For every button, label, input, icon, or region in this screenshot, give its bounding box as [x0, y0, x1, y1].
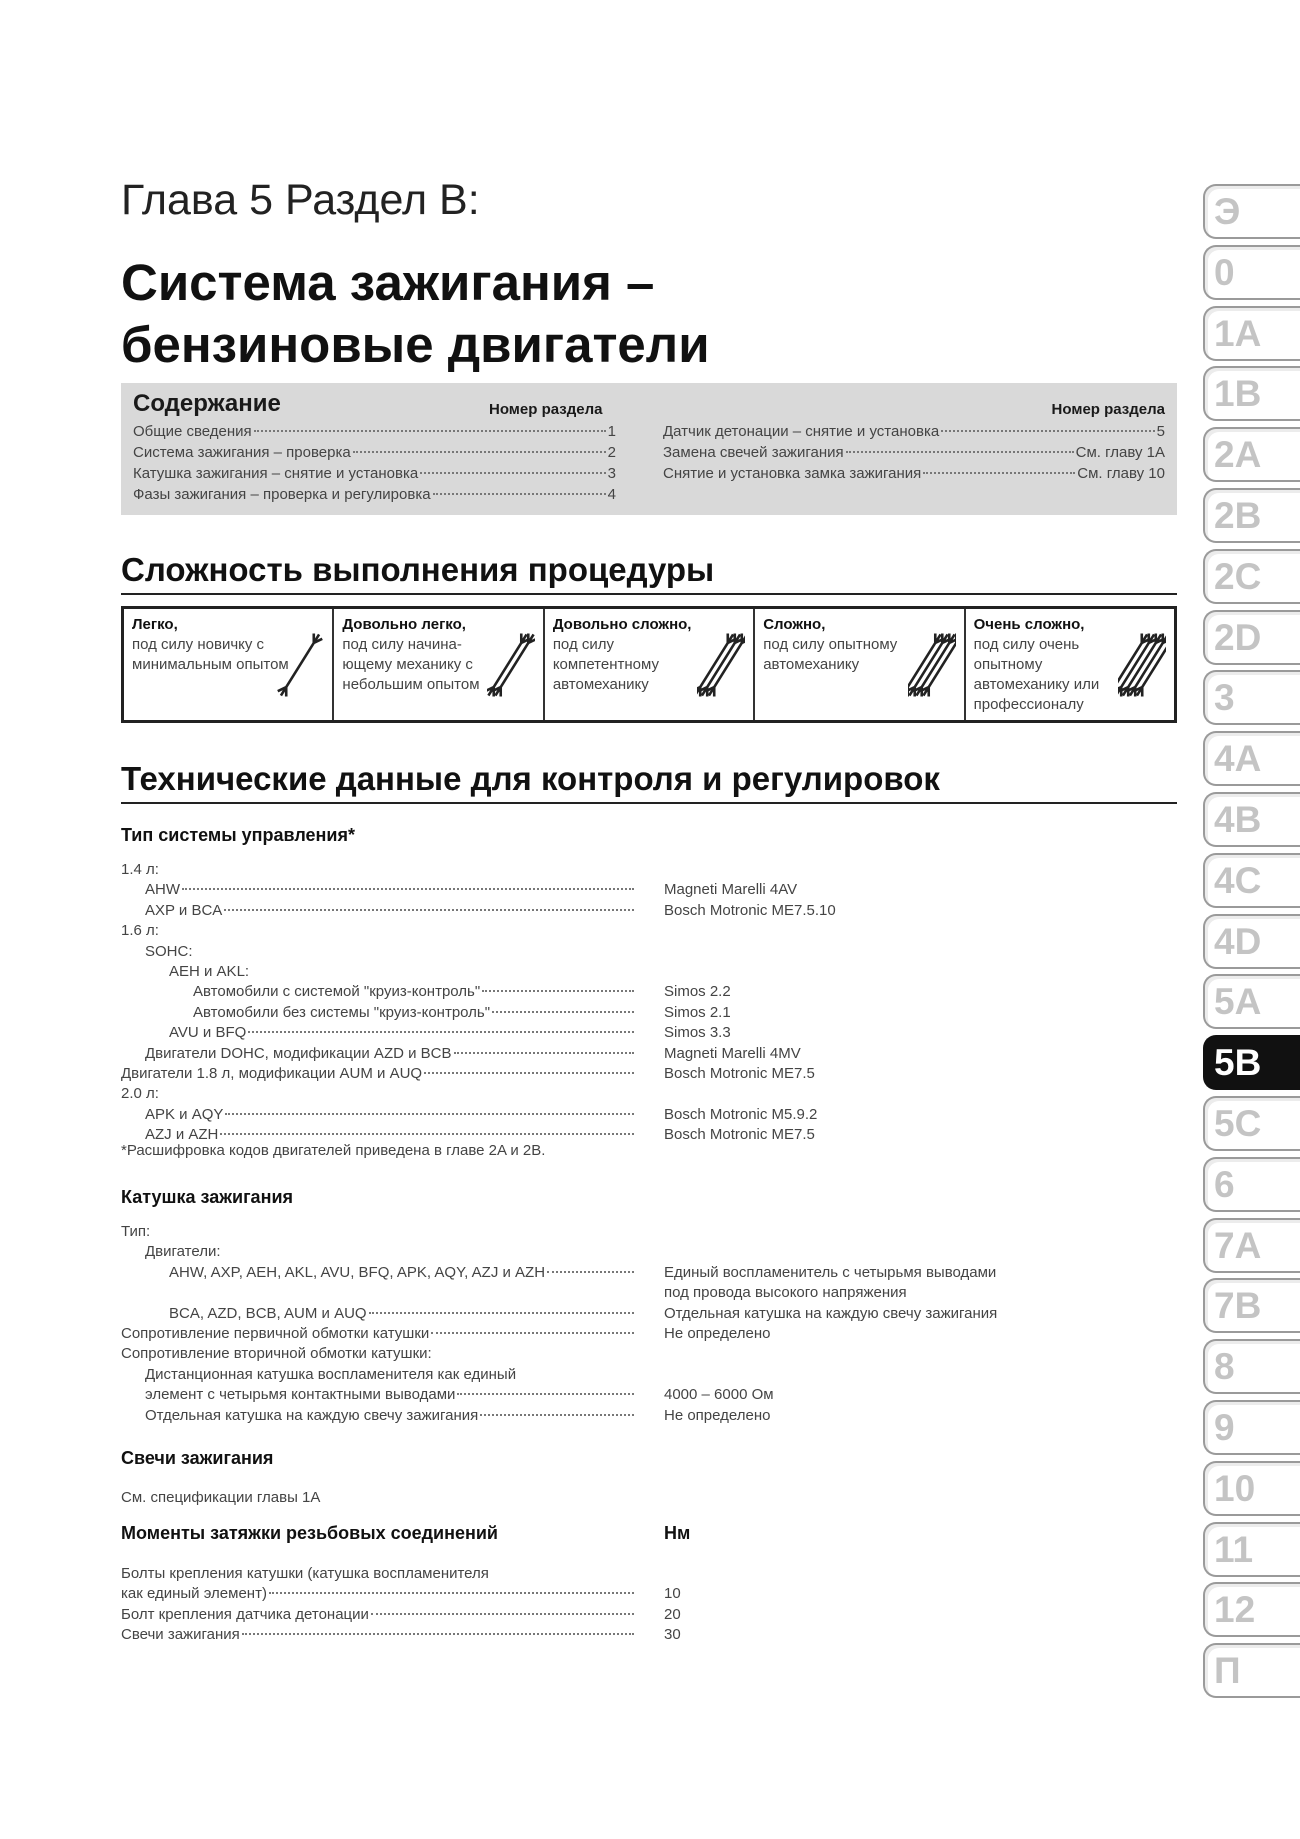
spec-row: [121, 1606, 636, 1626]
spec-value: Bosch Motronic ME7.5: [664, 1065, 815, 1082]
wrench-rating-icon: [697, 623, 745, 707]
spec-value: Magneti Marelli 4MV: [664, 1044, 801, 1062]
spec-row: [121, 1626, 636, 1646]
chapter-heading: Глава 5 Раздел B:: [121, 176, 480, 224]
chapter-tab[interactable]: 1A: [1203, 306, 1300, 361]
spec-label: BCA, AZD, BCB, AUM и AUQ: [169, 1304, 367, 1322]
chapter-tab[interactable]: 7A: [1203, 1218, 1300, 1273]
spec-row: [145, 1407, 636, 1427]
spec-row: [121, 1325, 636, 1345]
spec-row: [121, 1223, 150, 1243]
wrench-icon: [277, 632, 324, 698]
spec-row: [145, 943, 193, 963]
spec-value: 20: [664, 1605, 681, 1623]
spec-label: 1.4 л:: [121, 861, 159, 878]
spec-value: под провода высокого напряжения: [664, 1284, 907, 1302]
spec-value: 10: [664, 1585, 681, 1603]
spec-label: Двигатели:: [145, 1243, 221, 1261]
contents-item-number: См. главу 1A: [1075, 444, 1165, 461]
spec-label: AHW: [145, 881, 180, 899]
spec-row: [145, 1106, 636, 1126]
spec-label: Двигатели 1.8 л, модификации AUM и AUQ: [121, 1065, 423, 1082]
chapter-tab[interactable]: П: [1203, 1643, 1300, 1698]
difficulty-level-desc: под силу новичку с минимальным опытом: [132, 636, 289, 673]
difficulty-text: [342, 615, 502, 695]
spec-label: AVU и BFQ: [169, 1024, 247, 1042]
spec-label: элемент с четырьмя контактными выводами: [145, 1386, 456, 1404]
chapter-tab[interactable]: 4C: [1203, 853, 1300, 908]
difficulty-level-desc: под силу очень опытному автомеханику или профессионалу: [973, 636, 1100, 713]
difficulty-level-title: Легко,: [132, 616, 178, 633]
spec-value: Magneti Marelli 4AV: [664, 881, 798, 899]
chapter-tab[interactable]: 7B: [1203, 1278, 1300, 1333]
spec-label: APK и AQY: [145, 1105, 224, 1123]
spec-label: Свечи зажигания: [121, 1626, 240, 1644]
difficulty-level: [753, 609, 963, 720]
spec-row: [193, 1004, 636, 1024]
spec-label: 1.6 л:: [121, 922, 159, 940]
dot-leader: [182, 888, 634, 890]
dot-leader: [547, 1271, 634, 1273]
contents-item-label: Фазы зажигания – проверка и регулировка: [133, 486, 431, 503]
spec-label: AHW, AXP, AEH, AKL, AVU, BFQ, APK, AQY, AZJ и AZH: [169, 1263, 546, 1281]
difficulty-level-title: Очень сложно,: [973, 616, 1085, 633]
spec-value: Единый воспламенитель с четырьмя выводами: [664, 1263, 997, 1281]
wrench-rating-icon: [908, 623, 956, 707]
difficulty-text: [132, 615, 292, 675]
dot-leader: [480, 1414, 634, 1416]
contents-item-label: Общие сведения: [133, 423, 252, 440]
dot-leader: [220, 1133, 634, 1135]
coil-heading: Катушка зажигания: [121, 1187, 294, 1207]
spec-label: AXP и BCA: [145, 901, 223, 919]
spec-row: [193, 983, 636, 1003]
spec-value: Bosch Motronic M5.9.2: [664, 1105, 818, 1123]
dot-leader: [353, 451, 606, 453]
chapter-tab[interactable]: Э: [1203, 184, 1300, 239]
dot-leader: [433, 493, 606, 495]
dot-leader: [923, 472, 1075, 474]
dot-leader: [424, 1072, 634, 1074]
spec-row: [169, 1024, 636, 1044]
page-title: [121, 252, 710, 376]
spec-label: Отдельная катушка на каждую свечу зажигания: [145, 1406, 479, 1424]
chapter-tab[interactable]: 2A: [1203, 427, 1300, 482]
chapter-tab[interactable]: 12: [1203, 1582, 1300, 1637]
spec-label: Сопротивление первичной обмотки катушки: [121, 1325, 430, 1342]
wrench-icon: [698, 632, 745, 698]
spec-value: Simos 2.2: [664, 983, 731, 1001]
chapter-tab[interactable]: 3: [1203, 670, 1300, 725]
chapter-tab[interactable]: 2D: [1203, 610, 1300, 665]
chapter-tab[interactable]: 8: [1203, 1339, 1300, 1394]
difficulty-text: [553, 615, 713, 695]
contents-item-left: [133, 486, 616, 507]
wrench-icon: [487, 632, 531, 698]
spec-label: Болты крепления катушки (катушка воспламенителя: [121, 1565, 489, 1582]
contents-item-right: [663, 465, 1165, 486]
spec-row: [121, 1085, 159, 1105]
difficulty-level: [332, 609, 542, 720]
spec-label: Тип:: [121, 1223, 151, 1240]
chapter-tab[interactable]: 9: [1203, 1400, 1300, 1455]
torque-heading: Моменты затяжки резьбовых соединений: [121, 1523, 498, 1543]
spec-label: Сопротивление вторичной обмотки катушки:: [121, 1345, 432, 1363]
spec-row: [145, 881, 636, 901]
contents-item-left: [133, 465, 616, 486]
spec-row: [121, 1065, 636, 1085]
contents-item-label: Замена свечей зажигания: [663, 444, 844, 461]
dot-leader: [225, 1113, 634, 1115]
spec-label: AEH и AKL:: [169, 963, 250, 980]
dot-leader: [431, 1332, 634, 1334]
difficulty-level-desc: под силу начина-ющему механику с небольшим опытом: [342, 636, 480, 693]
spec-value: Bosch Motronic ME7.5: [664, 1126, 815, 1144]
spec-label: AZJ и AZH: [145, 1126, 219, 1144]
wrench-icon: [491, 632, 535, 698]
contents-item-number: 5: [1156, 423, 1165, 440]
chapter-tab[interactable]: 11: [1203, 1522, 1300, 1577]
chapter-tab[interactable]: 0: [1203, 245, 1300, 300]
contents-item-left: [133, 423, 616, 444]
spec-value: Не определено: [664, 1406, 771, 1424]
chapter-tab[interactable]: 5A: [1203, 974, 1300, 1029]
spec-label: Двигатели DOHC, модификации AZD и BCB: [145, 1044, 452, 1062]
wrench-rating-icon: [487, 623, 535, 707]
dot-leader: [941, 430, 1154, 432]
plugs-text: См. спецификации главы 1A: [121, 1489, 321, 1506]
contents-item-label: Катушка зажигания – снятие и установка: [133, 465, 419, 482]
difficulty-level-desc: под силу опытному автомеханику: [763, 636, 898, 673]
chapter-tab[interactable]: 2C: [1203, 549, 1300, 604]
difficulty-level: [124, 609, 332, 720]
contents-item-number: 1: [607, 423, 616, 440]
spec-row: [121, 1565, 489, 1585]
spec-row: [145, 1045, 636, 1065]
wrench-rating-icon: [276, 623, 324, 707]
difficulty-level-title: Сложно,: [763, 616, 826, 633]
dot-leader: [371, 1613, 634, 1615]
chapter-tab[interactable]: 2B: [1203, 488, 1300, 543]
contents-box: [121, 383, 1177, 515]
contents-item-number: 4: [607, 486, 616, 503]
difficulty-level-title: Довольно сложно,: [552, 616, 692, 633]
contents-number-heading-left: Номер раздела: [489, 401, 603, 418]
contents-item-right: [663, 423, 1165, 444]
spec-row: [121, 1345, 432, 1365]
dot-leader: [248, 1031, 634, 1033]
difficulty-rule: [121, 593, 1177, 595]
spec-value: Simos 3.3: [664, 1024, 731, 1042]
contents-item-label: Система зажигания – проверка: [133, 444, 351, 461]
title-line-1: Система зажигания –: [121, 254, 655, 311]
difficulty-level-title: Довольно легко,: [342, 616, 466, 633]
chapter-tab[interactable]: 6: [1203, 1157, 1300, 1212]
spec-row: [145, 1386, 636, 1406]
title-line-2: бензиновые двигатели: [121, 316, 710, 373]
spec-label: Автомобили без системы "круиз-контроль": [193, 1003, 491, 1021]
wrench-rating-icon: [1118, 623, 1166, 707]
spec-row: [169, 1264, 636, 1284]
chapter-tab[interactable]: 4B: [1203, 792, 1300, 847]
chapter-tab[interactable]: 4A: [1203, 731, 1300, 786]
dot-leader: [846, 451, 1074, 453]
spec-value: Отдельная катушка на каждую свечу зажигания: [664, 1304, 998, 1322]
torque-unit: Нм: [664, 1523, 691, 1543]
spec-label: Автомобили с системой "круиз-контроль": [193, 983, 481, 1001]
spec-value: Bosch Motronic ME7.5.10: [664, 901, 836, 919]
difficulty-heading: Сложность выполнения процедуры: [121, 551, 715, 588]
contents-item-label: Датчик детонации – снятие и установка: [663, 423, 940, 440]
contents-item-number: См. главу 10: [1077, 465, 1165, 482]
contents-item-left: [133, 444, 616, 465]
spec-value: Не определено: [664, 1325, 771, 1342]
difficulty-text: [974, 615, 1134, 715]
specs-heading: Технические данные для контроля и регулировок: [121, 760, 940, 797]
dot-leader: [420, 472, 605, 474]
specs-rule: [121, 802, 1177, 804]
spec-row: [169, 963, 249, 983]
dot-leader: [492, 1011, 634, 1013]
dot-leader: [482, 990, 634, 992]
plugs-heading: Свечи зажигания: [121, 1448, 274, 1468]
spec-value: 4000 – 6000 Ом: [664, 1386, 774, 1404]
spec-row: [145, 1243, 221, 1263]
chapter-tab[interactable]: 5B: [1203, 1035, 1300, 1090]
chapter-tab[interactable]: 10: [1203, 1461, 1300, 1516]
dot-leader: [269, 1592, 634, 1594]
system-heading: Тип системы управления*: [121, 825, 355, 845]
contents-number-heading-right: Номер раздела: [1051, 401, 1165, 418]
spec-row: [145, 902, 636, 922]
spec-label: 2.0 л:: [121, 1085, 159, 1103]
spec-value: Simos 2.1: [664, 1003, 731, 1021]
difficulty-level: [543, 609, 753, 720]
spec-label: Болт крепления датчика детонации: [121, 1605, 369, 1623]
difficulty-text: [763, 615, 923, 675]
dot-leader: [224, 909, 634, 911]
dot-leader: [454, 1052, 635, 1054]
difficulty-table: [121, 606, 1177, 723]
contents-item-number: 2: [607, 444, 616, 461]
spec-row: [121, 1585, 636, 1605]
chapter-tab[interactable]: 5C: [1203, 1096, 1300, 1151]
contents-item-right: [663, 444, 1165, 465]
difficulty-level-desc: под силу компетентному автомеханику: [552, 636, 659, 693]
spec-value: 30: [664, 1626, 681, 1644]
chapter-tab[interactable]: 4D: [1203, 914, 1300, 969]
dot-leader: [242, 1633, 634, 1635]
spec-row: [121, 922, 159, 942]
contents-item-number: 3: [607, 465, 616, 482]
spec-row: [121, 861, 159, 881]
spec-label: SOHC:: [145, 942, 193, 960]
dot-leader: [457, 1393, 634, 1395]
dot-leader: [369, 1312, 634, 1314]
spec-label: Дистанционная катушка воспламенителя как единый: [145, 1365, 517, 1383]
dot-leader: [254, 430, 606, 432]
system-footnote: *Расшифровка кодов двигателей приведена в главе 2A и 2B.: [121, 1142, 546, 1159]
spec-row: [169, 1305, 636, 1325]
contents-heading: Содержание: [133, 390, 281, 417]
difficulty-level: [964, 609, 1174, 720]
chapter-tab[interactable]: 1B: [1203, 366, 1300, 421]
spec-row: [145, 1366, 516, 1386]
spec-label: как единый элемент): [121, 1585, 267, 1603]
contents-item-label: Снятие и установка замка зажигания: [663, 465, 922, 482]
